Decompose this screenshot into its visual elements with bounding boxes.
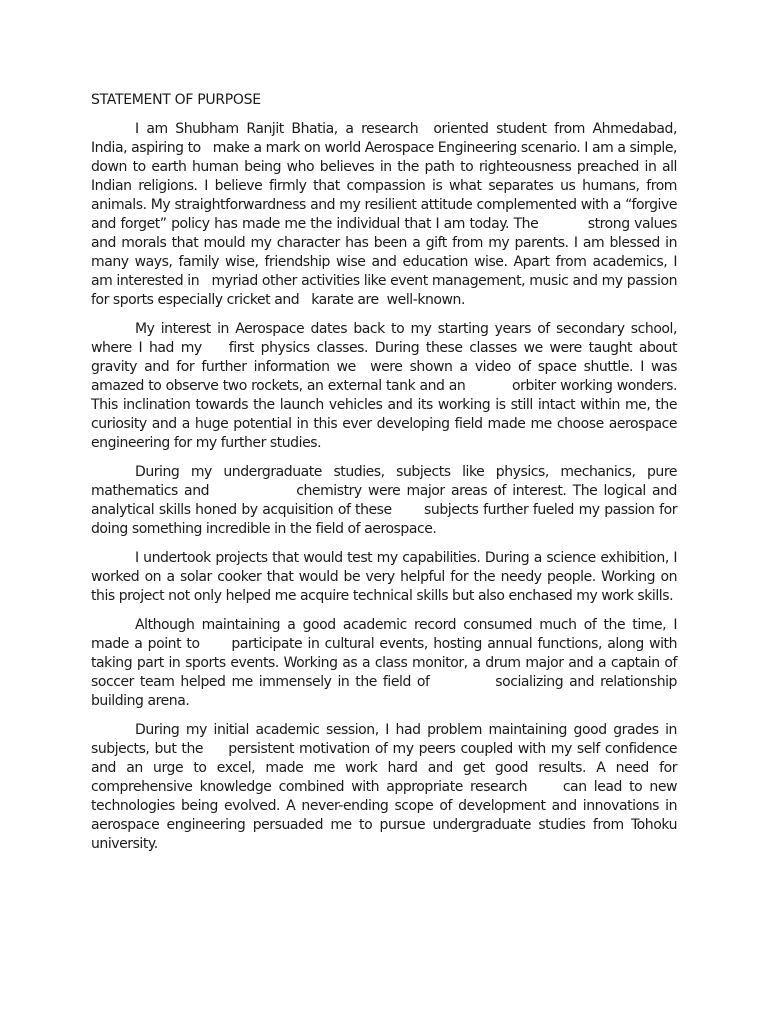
paragraph-extracurricular: Although maintaining a good academic record consumed much of the time, I made a point to participate in cultural events, hosting annual functions, along with taking part in sports events. Working as a class monitor, a drum major and a captain of soccer team helped me immensely in the field of socializing and relationship building arena.	[91, 617, 682, 709]
paragraph-undergraduate-studies: During my undergraduate studies, subjects like physics, mechanics, pure mathematics and chemistry were major areas of interest. The logical and analytical skills honed by acquisition of these subjects further fueled my passion for doing something incredible in the field of aerospace.	[91, 464, 682, 537]
document-body	[91, 91, 734, 864]
document-title: STATEMENT OF PURPOSE	[91, 92, 261, 108]
paragraph-aerospace-interest: My interest in Aerospace dates back to my starting years of secondary school, where I had my first physics classes. During these classes we were taught about gravity and for further information we were shown a video of space shuttle. I was amazed to observe two rockets, an external tank and an orbiter working wonders. This inclination towards the launch vehicles and its working is still intact within me, the curiosity and a huge potential in this ever developing field made me choose aerospace engineering for my further studies.	[91, 321, 734, 451]
paragraph-introduction: I am Shubham Ranjit Bhatia, a research oriented student from Ahmedabad, India, aspiring to make a mark on world Aerospace Engineering scenario. I am a simple, down to earth human being who believes in the path to righteousness preached in all Indian religions. I believe firmly that compassion is what separates us humans, from animals. My straightforwardness and my resilient attitude complemented with a “forgive and forget” policy has made me the individual that I am today. The strong values and morals that mould my character has been a gift from my parents. I am blessed in many ways, family wise, friendship wise and education wise. Apart from academics, I am interested in myriad other activities like event management, music and my passion for sports especially cricket and karate are well-known.	[91, 121, 714, 308]
paragraph-academic-session: During my initial academic session, I had problem maintaining good grades in subjects, but the persistent motivation of my peers coupled with my self confidence and an urge to excel, made me work hard and get good results. A need for comprehensive knowledge combined with appropriate research can lead to new technologies being evolved. A never-ending scope of development and innovations in aerospace engineering persuaded me to pursue undergraduate studies from Tohoku university.	[91, 722, 694, 852]
paragraph-projects: I undertook projects that would test my capabilities. During a science exhibition, I worked on a solar cooker that would be very helpful for the needy people. Working on this project not only helped me acquire technical skills but also enchased my work skills.	[91, 550, 682, 604]
